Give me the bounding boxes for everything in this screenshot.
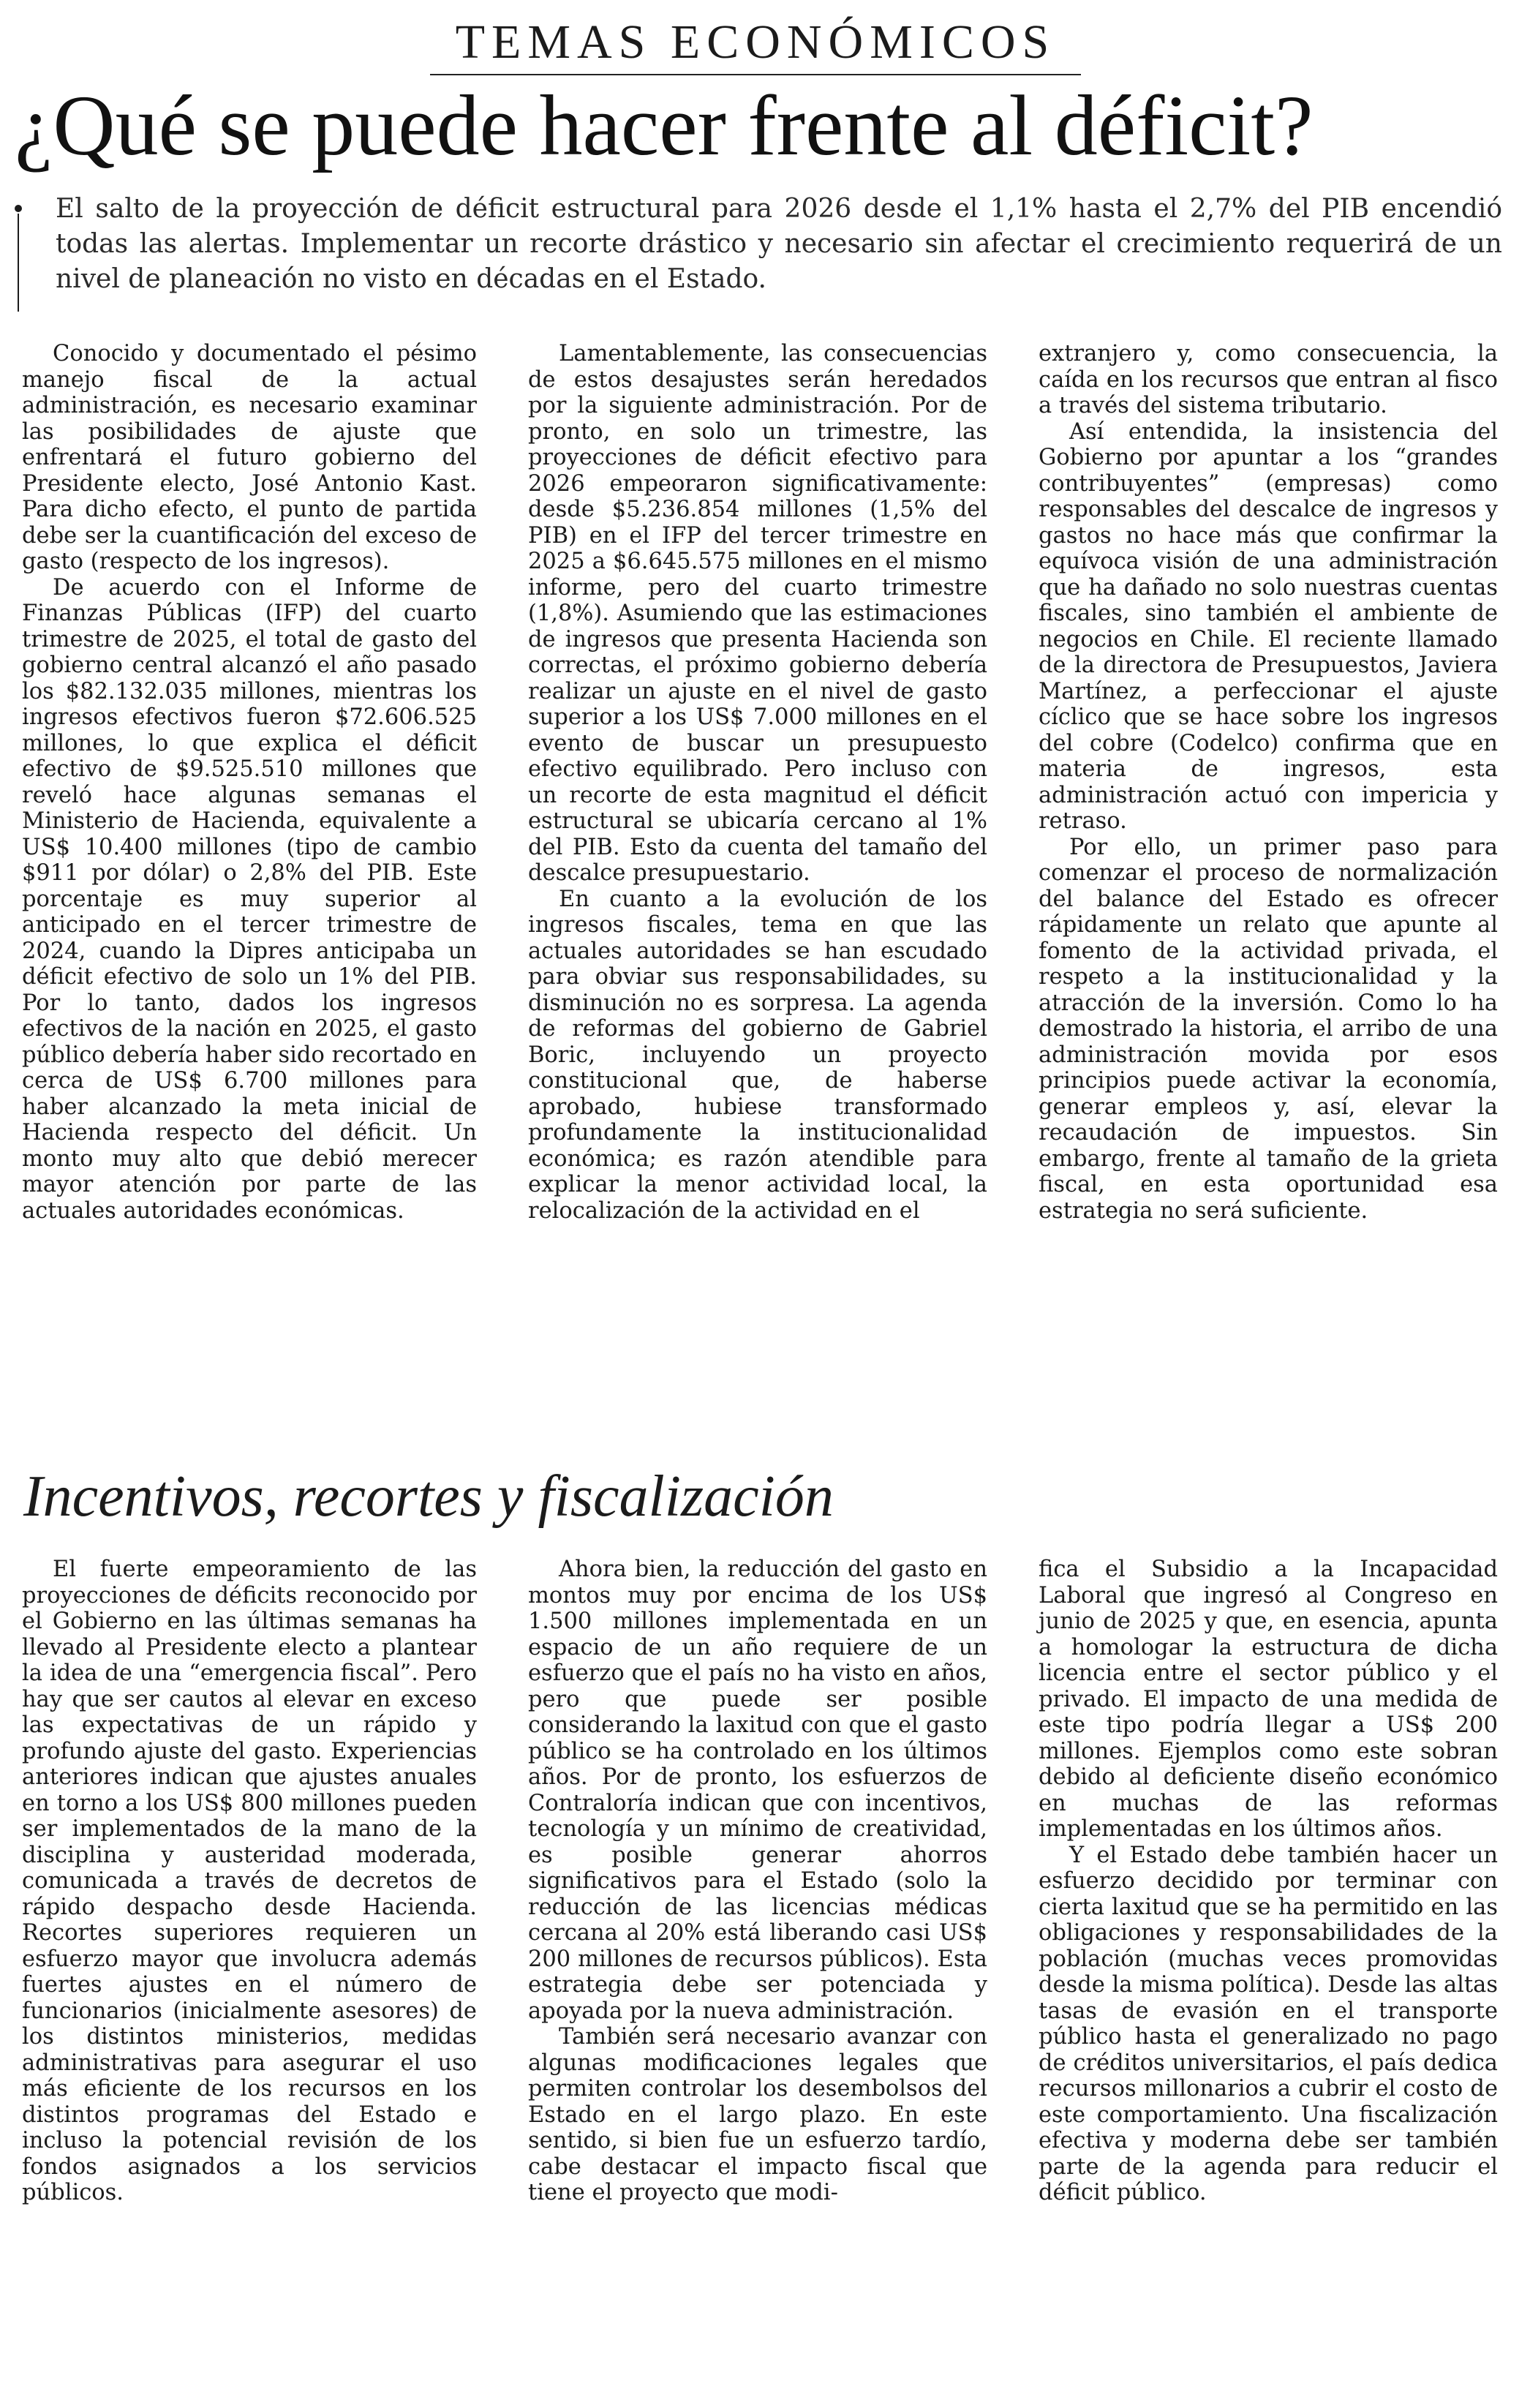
part2-column-3 <box>1039 1557 1498 2405</box>
part2-column-1 <box>22 1557 477 2405</box>
part1-column-1 <box>22 341 477 1453</box>
lede-dot-icon <box>15 205 22 212</box>
paragraph: En cuanto a la evolución de los ingresos fiscales, tema en que las actuales autoridades se han escudado para obviar sus responsabilidades, su disminución no es sorpresa. La agenda de reformas del gobierno de Gabriel Boric, incluyendo un proyecto constitucional que, de haberse aprobado, hubiese transformado profundamente la institucionalidad económica; es razón atendible para explicar la menor actividad local, la relocalización de la actividad en el <box>528 886 987 1224</box>
section-rule <box>430 74 1081 75</box>
lede: El salto de la proyección de déficit estructural para 2026 desde el 1,1% hasta el 2,7% del PIB encendió todas las alertas. Implementar un recorte drástico y necesario sin afectar el crecimiento requerirá de un nivel de planeación no visto en décadas en el Estado. <box>56 194 1502 294</box>
paragraph: Y el Estado debe también hacer un esfuerzo decidido por terminar con cierta laxitud que se ha permitido en las obligaciones y responsabilidades de la población (muchas veces promovidas desde la misma política). Desde las altas tasas de evasión en el transporte público hasta el generalizado no pago de créditos universitarios, el país dedica recursos millonarios a cubrir el costo de este comportamiento. Una fiscalización efectiva y moderna debe ser también parte de la agenda para reducir el déficit público. <box>1039 1842 1498 2205</box>
paragraph: Conocido y documentado el pésimo manejo fiscal de la actual administración, es necesario examinar las posibilidades de ajuste que enfrentará el futuro gobierno del Presidente electo, José Antonio Kast. Para dicho efecto, el punto de partida debe ser la cuantificación del exceso de gasto (respecto de los ingresos). <box>22 341 477 574</box>
paragraph: Por ello, un primer paso para comenzar el proceso de normalización del balance del Estado es ofrecer rápidamente un relato que apunte al fomento de la actividad privada, el respeto a la institucionalidad y la atracción de la inversión. Como lo ha demostrado la historia, el arribo de una administración movida por esos principios puede activar la economía, generar empleos y, así, elevar la recaudación de impuestos. Sin embargo, frente al tamaño de la grieta fiscal, en esta oportunidad esa estrategia no será suficiente. <box>1039 834 1498 1224</box>
lede-line <box>18 214 19 312</box>
paragraph: Lamentablemente, las consecuencias de estos desajustes serán heredados por la siguiente administración. Por de pronto, en solo un trimestre, las proyecciones de déficit efectivo para 2026 empeoraron significativamente: desde $5.236.854 millones (1,5% del PIB) en el IFP del tercer trimestre en 2025 a $6.645.575 millones en el mismo informe, pero del cuarto trimestre (1,8%). Asumiendo que las estimaciones de ingresos que presenta Hacienda son correctas, el próximo gobierno debería realizar un ajuste en el nivel de gasto superior a los US$ 7.000 millones en el evento de buscar un presupuesto efectivo equilibrado. Pero incluso con un recorte de esta magnitud el déficit estructural se ubicaría cercano al 1% del PIB. Esto da cuenta del tamaño del descalce presupuestario. <box>528 341 987 886</box>
paragraph: extranjero y, como consecuencia, la caída en los recursos que entran al fisco a través del sistema tributario. <box>1039 341 1498 418</box>
paragraph: Ahora bien, la reducción del gasto en montos muy por encima de los US$ 1.500 millones implementada en un espacio de un año requiere de un esfuerzo que el país no ha visto en años, pero que puede ser posible considerando la laxitud con que el gasto público se ha controlado en los últimos años. Por de pronto, los esfuerzos de Contraloría indican que con incentivos, tecnología y un mínimo de creatividad, es posible generar ahorros significativos para el Estado (solo la reducción de las licencias médicas cercana al 20% está liberando casi US$ 200 millones de recursos públicos). Esta estrategia debe ser potenciada y apoyada por la nueva administración. <box>528 1557 987 2024</box>
part1-column-3 <box>1039 341 1498 1453</box>
headline: ¿Qué se puede hacer frente al déficit? <box>15 78 1314 173</box>
paragraph: De acuerdo con el Informe de Finanzas Públicas (IFP) del cuarto trimestre de 2025, el total de gasto del gobierno central alcanzó el año pasado los $82.132.035 millones, mientras los ingresos efectivos fueron $72.606.525 millones, lo que explica el déficit efectivo de $9.525.510 millones que reveló hace algunas semanas el Ministerio de Hacienda, equivalente a US$ 10.400 millones (tipo de cambio $911 por dólar) o 2,8% del PIB. Este porcentaje es muy superior al anticipado en el tercer trimestre de 2024, cuando la Dipres anticipaba un déficit efectivo de solo un 1% del PIB. Por lo tanto, dados los ingresos efectivos de la nación en 2025, el gasto público debería haber sido recortado en cerca de US$ 6.700 millones para haber alcanzado la meta inicial de Hacienda respecto del déficit. Un monto muy alto que debió merecer mayor atención por parte de las actuales autoridades económicas. <box>22 574 477 1224</box>
lede-marker <box>15 205 22 313</box>
section-tag: TEMAS ECONÓMICOS <box>455 15 1056 69</box>
part2-column-2 <box>528 1557 987 2405</box>
paragraph: El fuerte empeoramiento de las proyecciones de déficits reconocido por el Gobierno en las últimas semanas ha llevado al Presidente electo a plantear la idea de una “emergencia fiscal”. Pero hay que ser cautos al elevar en exceso las expectativas de un rápido y profundo ajuste del gasto. Experiencias anteriores indican que ajustes anuales en torno a los US$ 800 millones pueden ser implementados de la mano de la disciplina y austeridad moderada, comunicada a través de decretos de rápido despacho desde Hacienda. Recortes superiores requieren un esfuerzo mayor que involucra además fuertes ajustes en el número de funcionarios (inicialmente asesores) de los distintos ministerios, medidas administrativas para asegurar el uso más eficiente de los recursos en los distintos programas del Estado e incluso la potencial revisión de los fondos asignados a los servicios públicos. <box>22 1557 477 2205</box>
paragraph: También será necesario avanzar con algunas modificaciones legales que permiten controlar los desembolsos del Estado en el largo plazo. En este sentido, si bien fue un esfuerzo tardío, cabe destacar el impacto fiscal que tiene el proyecto que modi- <box>528 2024 987 2205</box>
paragraph: fica el Subsidio a la Incapacidad Laboral que ingresó al Congreso en junio de 2025 y que, en esencia, apunta a homologar la estructura de dicha licencia entre el sector público y el privado. El impacto de una medida de este tipo podría llegar a US$ 200 millones. Ejemplos como este sobran debido al deficiente diseño económico en muchas de las reformas implementadas en los últimos años. <box>1039 1557 1498 1842</box>
part1-column-2 <box>528 341 987 1453</box>
subheading: Incentivos, recortes y fiscalización <box>23 1464 834 1529</box>
paragraph: Así entendida, la insistencia del Gobierno por apuntar a los “grandes contribuyentes” (empresas) como responsables del descalce de ingresos y gastos no hace más que confirmar la equívoca visión de una administración que ha dañado no solo nuestras cuentas fiscales, sino también el ambiente de negocios en Chile. El reciente llamado de la directora de Presupuestos, Javiera Martínez, a perfeccionar el ajuste cíclico que se hace sobre los ingresos del cobre (Codelco) confirma que en materia de ingresos, esta administración actuó con impericia y retraso. <box>1039 418 1498 834</box>
